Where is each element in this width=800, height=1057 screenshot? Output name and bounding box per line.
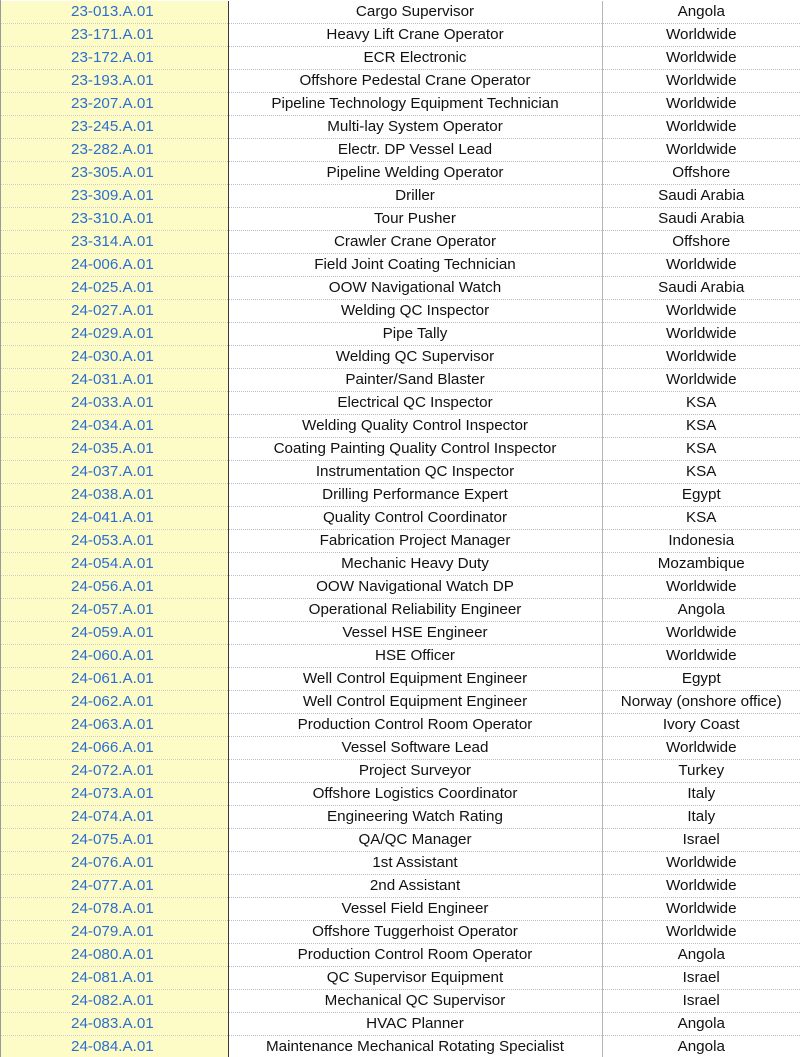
job-code-cell[interactable]: 24-030.A.01: [0, 346, 228, 369]
job-code-cell[interactable]: 24-076.A.01: [0, 852, 228, 875]
job-code-cell[interactable]: 23-172.A.01: [0, 47, 228, 70]
job-code-cell[interactable]: 23-305.A.01: [0, 162, 228, 185]
job-code-cell[interactable]: 24-063.A.01: [0, 714, 228, 737]
job-code-cell[interactable]: 23-171.A.01: [0, 24, 228, 47]
job-code-cell[interactable]: 24-084.A.01: [0, 1036, 228, 1057]
job-location-cell[interactable]: Worldwide: [602, 875, 800, 898]
table-row: [0, 185, 800, 208]
table-row: [0, 116, 800, 139]
table-row: [0, 323, 800, 346]
job-location-cell[interactable]: Worldwide: [602, 139, 800, 162]
job-title-cell[interactable]: Engineering Watch Rating: [228, 806, 602, 829]
job-title-cell[interactable]: Multi-lay System Operator: [228, 116, 602, 139]
job-code-cell[interactable]: 24-006.A.01: [0, 254, 228, 277]
job-code-cell[interactable]: 24-079.A.01: [0, 921, 228, 944]
job-title-cell[interactable]: Well Control Equipment Engineer: [228, 668, 602, 691]
table-row: [0, 93, 800, 116]
job-code-cell[interactable]: 24-038.A.01: [0, 484, 228, 507]
job-location-cell[interactable]: Worldwide: [602, 645, 800, 668]
job-location-cell[interactable]: Angola: [602, 599, 800, 622]
table-row: [0, 829, 800, 852]
job-location-cell[interactable]: KSA: [602, 507, 800, 530]
job-title-cell[interactable]: HVAC Planner: [228, 1013, 602, 1036]
table-row: [0, 714, 800, 737]
job-code-cell[interactable]: 24-073.A.01: [0, 783, 228, 806]
job-title-cell[interactable]: Welding QC Supervisor: [228, 346, 602, 369]
job-code-cell[interactable]: 24-074.A.01: [0, 806, 228, 829]
table-row: [0, 875, 800, 898]
job-location-cell[interactable]: KSA: [602, 415, 800, 438]
job-listing-table: [0, 1, 800, 1057]
job-location-cell[interactable]: Worldwide: [602, 254, 800, 277]
sheet-left-border: [0, 0, 1, 1057]
job-title-cell[interactable]: Heavy Lift Crane Operator: [228, 24, 602, 47]
table-row: [0, 967, 800, 990]
job-location-cell[interactable]: Worldwide: [602, 24, 800, 47]
job-code-cell[interactable]: 24-082.A.01: [0, 990, 228, 1013]
job-title-cell[interactable]: Vessel Field Engineer: [228, 898, 602, 921]
job-title-cell[interactable]: Offshore Pedestal Crane Operator: [228, 70, 602, 93]
job-code-cell[interactable]: 24-025.A.01: [0, 277, 228, 300]
job-title-cell[interactable]: OOW Navigational Watch: [228, 277, 602, 300]
job-location-cell[interactable]: Worldwide: [602, 47, 800, 70]
table-row: [0, 208, 800, 231]
table-row: [0, 599, 800, 622]
table-row: [0, 392, 800, 415]
table-row: [0, 921, 800, 944]
job-title-cell[interactable]: Offshore Tuggerhoist Operator: [228, 921, 602, 944]
job-listing-rows: [0, 1, 800, 1057]
job-title-cell[interactable]: Cargo Supervisor: [228, 1, 602, 24]
table-row: [0, 1036, 800, 1057]
job-code-cell[interactable]: 23-245.A.01: [0, 116, 228, 139]
job-title-cell[interactable]: HSE Officer: [228, 645, 602, 668]
job-code-cell[interactable]: 24-060.A.01: [0, 645, 228, 668]
job-location-cell[interactable]: Angola: [602, 1, 800, 24]
job-title-cell[interactable]: Pipeline Welding Operator: [228, 162, 602, 185]
job-location-cell[interactable]: Worldwide: [602, 921, 800, 944]
job-location-cell[interactable]: Ivory Coast: [602, 714, 800, 737]
job-location-cell[interactable]: Italy: [602, 806, 800, 829]
table-row: [0, 622, 800, 645]
table-row: [0, 70, 800, 93]
table-row: [0, 254, 800, 277]
job-location-cell[interactable]: Angola: [602, 1036, 800, 1057]
job-title-cell[interactable]: Operational Reliability Engineer: [228, 599, 602, 622]
table-row: [0, 691, 800, 714]
job-location-cell[interactable]: Egypt: [602, 484, 800, 507]
table-row: [0, 944, 800, 967]
job-code-cell[interactable]: 24-075.A.01: [0, 829, 228, 852]
job-location-cell[interactable]: Turkey: [602, 760, 800, 783]
table-row: [0, 737, 800, 760]
job-code-cell[interactable]: 24-033.A.01: [0, 392, 228, 415]
job-title-cell[interactable]: Coating Painting Quality Control Inspector: [228, 438, 602, 461]
job-location-cell[interactable]: Israel: [602, 967, 800, 990]
job-title-cell[interactable]: Mechanical QC Supervisor: [228, 990, 602, 1013]
job-code-cell[interactable]: 24-066.A.01: [0, 737, 228, 760]
job-title-cell[interactable]: QC Supervisor Equipment: [228, 967, 602, 990]
job-location-cell[interactable]: Worldwide: [602, 369, 800, 392]
table-row: [0, 47, 800, 70]
job-code-cell[interactable]: 24-078.A.01: [0, 898, 228, 921]
job-code-cell[interactable]: 24-083.A.01: [0, 1013, 228, 1036]
job-location-cell[interactable]: Worldwide: [602, 70, 800, 93]
job-location-cell[interactable]: Israel: [602, 990, 800, 1013]
job-title-cell[interactable]: Driller: [228, 185, 602, 208]
job-code-cell[interactable]: 24-059.A.01: [0, 622, 228, 645]
table-row: [0, 553, 800, 576]
table-row: [0, 760, 800, 783]
job-title-cell[interactable]: ECR Electronic: [228, 47, 602, 70]
table-row: [0, 645, 800, 668]
job-title-cell[interactable]: Field Joint Coating Technician: [228, 254, 602, 277]
table-row: [0, 668, 800, 691]
table-row: [0, 507, 800, 530]
job-title-cell[interactable]: QA/QC Manager: [228, 829, 602, 852]
table-row: [0, 530, 800, 553]
job-location-cell[interactable]: Worldwide: [602, 852, 800, 875]
table-row: [0, 783, 800, 806]
table-row: [0, 162, 800, 185]
job-location-cell[interactable]: Worldwide: [602, 116, 800, 139]
job-title-cell[interactable]: Crawler Crane Operator: [228, 231, 602, 254]
job-title-cell[interactable]: Drilling Performance Expert: [228, 484, 602, 507]
table-row: [0, 231, 800, 254]
job-title-cell[interactable]: Maintenance Mechanical Rotating Specialist: [228, 1036, 602, 1057]
job-title-cell[interactable]: Production Control Room Operator: [228, 714, 602, 737]
job-title-cell[interactable]: 2nd Assistant: [228, 875, 602, 898]
job-title-cell[interactable]: Instrumentation QC Inspector: [228, 461, 602, 484]
job-location-cell[interactable]: KSA: [602, 438, 800, 461]
job-title-cell[interactable]: Welding QC Inspector: [228, 300, 602, 323]
job-location-cell[interactable]: Mozambique: [602, 553, 800, 576]
job-code-cell[interactable]: 24-031.A.01: [0, 369, 228, 392]
job-title-cell[interactable]: Electr. DP Vessel Lead: [228, 139, 602, 162]
table-row: [0, 576, 800, 599]
job-code-cell[interactable]: 24-057.A.01: [0, 599, 228, 622]
job-title-cell[interactable]: Well Control Equipment Engineer: [228, 691, 602, 714]
job-location-cell[interactable]: Worldwide: [602, 346, 800, 369]
job-code-cell[interactable]: 23-282.A.01: [0, 139, 228, 162]
job-code-cell[interactable]: 23-207.A.01: [0, 93, 228, 116]
job-code-cell[interactable]: 24-029.A.01: [0, 323, 228, 346]
job-title-cell[interactable]: Project Surveyor: [228, 760, 602, 783]
job-location-cell[interactable]: Saudi Arabia: [602, 277, 800, 300]
table-row: [0, 806, 800, 829]
table-row: [0, 461, 800, 484]
table-row: [0, 852, 800, 875]
job-title-cell[interactable]: Tour Pusher: [228, 208, 602, 231]
job-code-cell[interactable]: 24-080.A.01: [0, 944, 228, 967]
job-location-cell[interactable]: Egypt: [602, 668, 800, 691]
job-code-cell[interactable]: 24-037.A.01: [0, 461, 228, 484]
job-code-cell[interactable]: 24-056.A.01: [0, 576, 228, 599]
job-title-cell[interactable]: Production Control Room Operator: [228, 944, 602, 967]
job-title-cell[interactable]: Quality Control Coordinator: [228, 507, 602, 530]
table-row: [0, 1, 800, 24]
job-location-cell[interactable]: Offshore: [602, 162, 800, 185]
job-location-cell[interactable]: Israel: [602, 829, 800, 852]
job-code-cell[interactable]: 24-034.A.01: [0, 415, 228, 438]
job-code-cell[interactable]: 23-193.A.01: [0, 70, 228, 93]
table-row: [0, 438, 800, 461]
table-row: [0, 139, 800, 162]
job-code-cell[interactable]: 24-054.A.01: [0, 553, 228, 576]
table-row: [0, 415, 800, 438]
job-location-cell[interactable]: Worldwide: [602, 300, 800, 323]
table-row: [0, 898, 800, 921]
job-title-cell[interactable]: Welding Quality Control Inspector: [228, 415, 602, 438]
job-title-cell[interactable]: Pipeline Technology Equipment Technician: [228, 93, 602, 116]
table-row: [0, 24, 800, 47]
job-title-cell[interactable]: Mechanic Heavy Duty: [228, 553, 602, 576]
job-code-cell[interactable]: 24-077.A.01: [0, 875, 228, 898]
job-code-cell[interactable]: 23-309.A.01: [0, 185, 228, 208]
job-title-cell[interactable]: Fabrication Project Manager: [228, 530, 602, 553]
job-location-cell[interactable]: KSA: [602, 461, 800, 484]
job-code-cell[interactable]: 24-027.A.01: [0, 300, 228, 323]
job-code-cell[interactable]: 24-041.A.01: [0, 507, 228, 530]
job-location-cell[interactable]: Offshore: [602, 231, 800, 254]
job-location-cell[interactable]: Worldwide: [602, 576, 800, 599]
job-code-cell[interactable]: 24-061.A.01: [0, 668, 228, 691]
job-location-cell[interactable]: Angola: [602, 1013, 800, 1036]
job-code-cell[interactable]: 23-314.A.01: [0, 231, 228, 254]
job-code-cell[interactable]: 24-035.A.01: [0, 438, 228, 461]
job-title-cell[interactable]: Painter/Sand Blaster: [228, 369, 602, 392]
job-title-cell[interactable]: OOW Navigational Watch DP: [228, 576, 602, 599]
job-title-cell[interactable]: Vessel Software Lead: [228, 737, 602, 760]
job-location-cell[interactable]: Saudi Arabia: [602, 185, 800, 208]
job-location-cell[interactable]: Norway (onshore office): [602, 691, 800, 714]
table-row: [0, 346, 800, 369]
job-location-cell[interactable]: Worldwide: [602, 622, 800, 645]
table-row: [0, 300, 800, 323]
table-row: [0, 990, 800, 1013]
table-row: [0, 369, 800, 392]
table-row: [0, 484, 800, 507]
job-location-cell[interactable]: Worldwide: [602, 93, 800, 116]
job-location-cell[interactable]: Worldwide: [602, 737, 800, 760]
table-row: [0, 277, 800, 300]
job-location-cell[interactable]: Indonesia: [602, 530, 800, 553]
job-title-cell[interactable]: 1st Assistant: [228, 852, 602, 875]
job-title-cell[interactable]: Vessel HSE Engineer: [228, 622, 602, 645]
job-location-cell[interactable]: KSA: [602, 392, 800, 415]
job-code-cell[interactable]: 24-053.A.01: [0, 530, 228, 553]
job-location-cell[interactable]: Worldwide: [602, 323, 800, 346]
table-row: [0, 1013, 800, 1036]
job-location-cell[interactable]: Saudi Arabia: [602, 208, 800, 231]
job-code-cell[interactable]: 23-013.A.01: [0, 1, 228, 24]
job-code-cell[interactable]: 24-081.A.01: [0, 967, 228, 990]
job-location-cell[interactable]: Worldwide: [602, 898, 800, 921]
job-title-cell[interactable]: Pipe Tally: [228, 323, 602, 346]
job-code-cell[interactable]: 24-062.A.01: [0, 691, 228, 714]
job-title-cell[interactable]: Electrical QC Inspector: [228, 392, 602, 415]
job-code-cell[interactable]: 23-310.A.01: [0, 208, 228, 231]
job-location-cell[interactable]: Italy: [602, 783, 800, 806]
job-code-cell[interactable]: 24-072.A.01: [0, 760, 228, 783]
job-location-cell[interactable]: Angola: [602, 944, 800, 967]
job-title-cell[interactable]: Offshore Logistics Coordinator: [228, 783, 602, 806]
